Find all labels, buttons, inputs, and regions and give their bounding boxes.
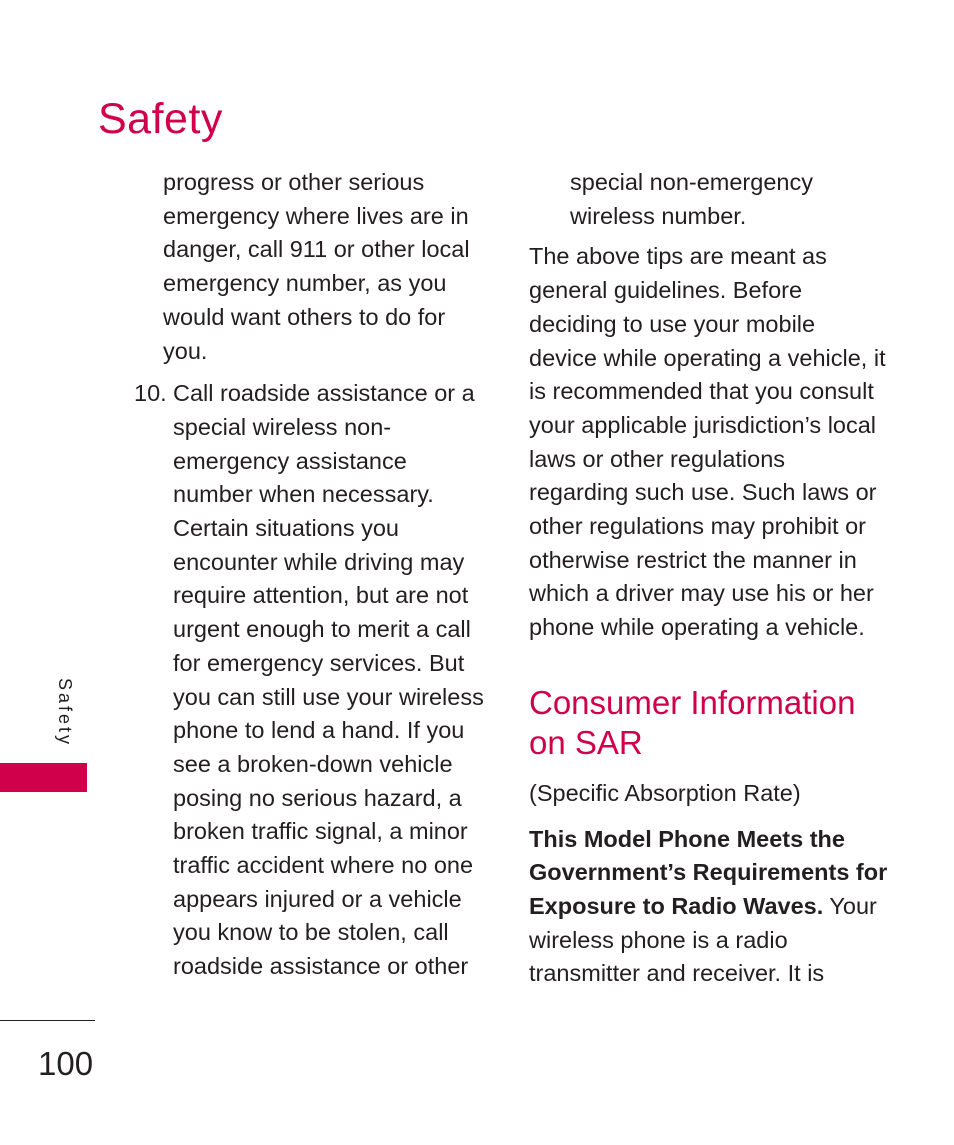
right-column (529, 166, 889, 991)
section-tab-marker (0, 763, 87, 792)
section-heading: Consumer Information on SAR (529, 683, 856, 761)
list-item-10 (134, 377, 484, 984)
page-number: 100 (38, 1045, 94, 1082)
section-subheading: (Specific Absorption Rate) (529, 779, 801, 806)
list-item-continuation-right: special non-emergency wireless number. (570, 169, 813, 229)
left-column (134, 166, 484, 984)
list-item-number: 10. (134, 380, 167, 407)
footer-divider (0, 1020, 95, 1021)
page-title: Safety (98, 94, 223, 143)
list-item-text: Call roadside assistance or a special wireless non-emergency assistance number when necessary. Certain situations you encounter while driving may require attention, but are not urgent enough to merit a call for emergency services. But you can still use your wireless phone to lend a hand. If you see a broken-down vehicle posing no serious hazard, a broken traffic signal, a minor traffic accident where no one appears injured or a vehicle you know to be stolen, call roadside assistance or other (173, 380, 484, 980)
sar-paragraph (529, 823, 889, 992)
guidelines-paragraph: The above tips are meant as general guidelines. Before deciding to use your mobile device while operating a vehicle, it is recommended that you consult your applicable jurisdiction’s local laws or other regulations regarding such use. Such laws or other regulations may prohibit or otherwise restrict the manner in which a driver may use his or her phone while operating a vehicle. (529, 243, 886, 641)
sar-bold-lead: This Model Phone Meets the Government’s Requirements for Exposure to Radio Waves. (529, 825, 888, 919)
list-item-continuation: progress or other serious emergency where lives are in danger, call 911 or other local emergency number, as you would want others to do for you. (163, 169, 470, 364)
sar-body-text: Your wireless phone is a radio transmitter and receiver. It is (529, 892, 877, 987)
sidebar-section-label: Safety (55, 678, 75, 748)
